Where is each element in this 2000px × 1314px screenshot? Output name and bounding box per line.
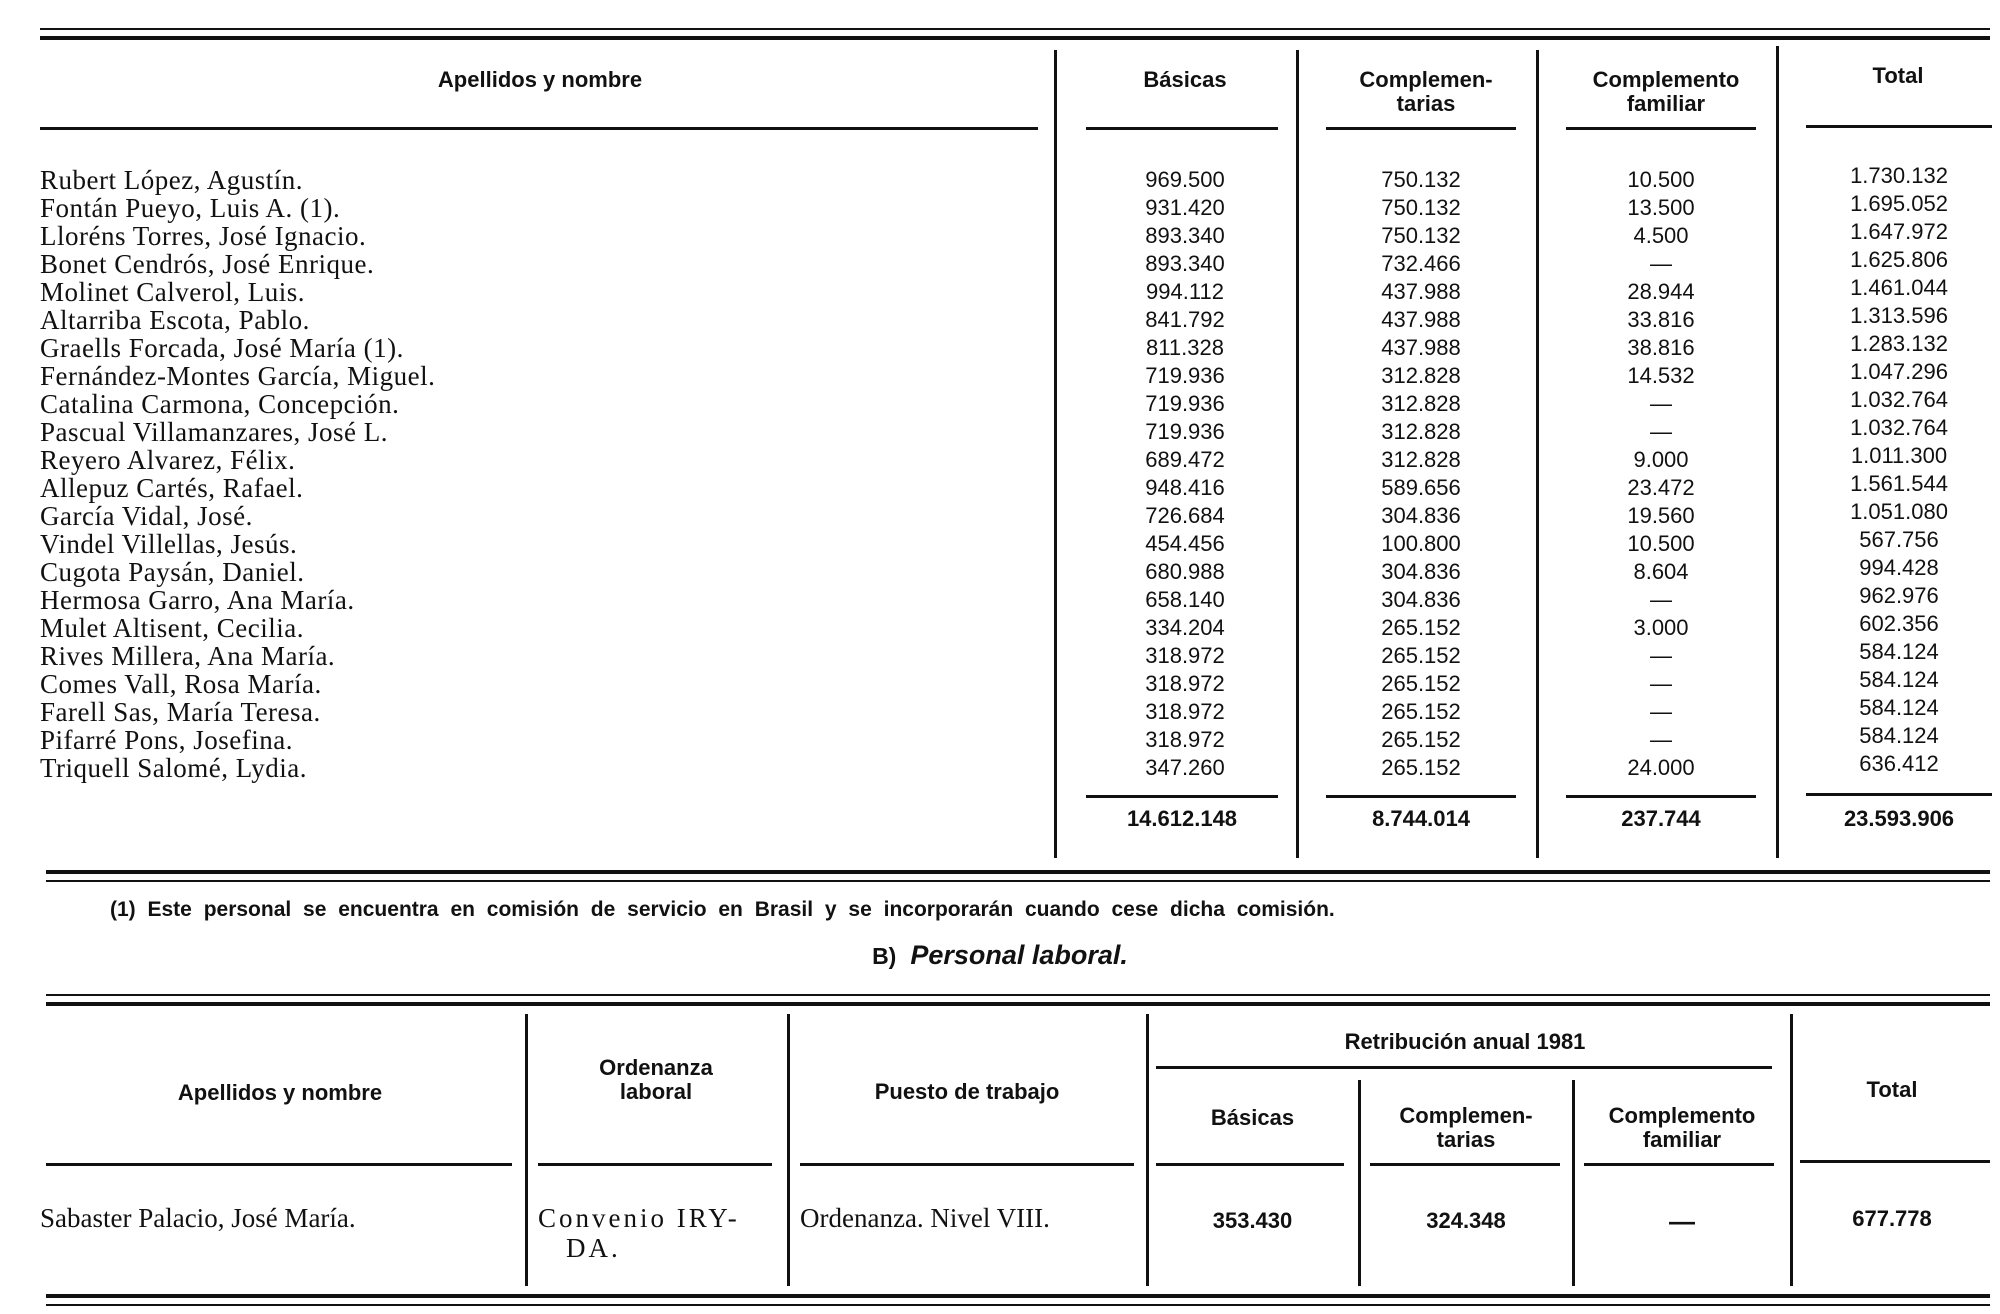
row-complementarias: 265.152 xyxy=(1381,727,1461,752)
t2-header-retribucion: Retribución anual 1981 xyxy=(1344,1029,1586,1054)
table2-divider xyxy=(525,1014,528,1286)
row-familiar: 38.816 xyxy=(1627,335,1695,360)
t2-header-complementarias-line1: Complemen- xyxy=(1399,1103,1533,1128)
row-familiar: — xyxy=(1650,699,1672,724)
header-complementarias-line1: Complemen- xyxy=(1359,67,1493,92)
t2-header-name: Apellidos y nombre xyxy=(177,1080,383,1105)
row-name: Rubert López, Agustín. xyxy=(40,165,303,195)
header-total: Total xyxy=(1872,63,1924,88)
row-familiar: — xyxy=(1650,643,1672,668)
row-total: 1.283.132 xyxy=(1850,331,1948,356)
row-basicas: 318.972 xyxy=(1145,671,1225,696)
t2-header-familiar-line2: familiar xyxy=(1642,1127,1722,1152)
table2-bottom-rule-thick xyxy=(46,1294,1990,1298)
row-complementarias: 437.988 xyxy=(1381,307,1461,332)
complementarias-column xyxy=(1326,166,1516,782)
row-basicas: 719.936 xyxy=(1145,391,1225,416)
row-complementarias: 265.152 xyxy=(1381,755,1461,780)
row-complementarias: 732.466 xyxy=(1381,251,1461,276)
t2-header-basicas: Básicas xyxy=(1210,1105,1295,1130)
t2-header-underline xyxy=(1584,1163,1774,1166)
row-total: 1.461.044 xyxy=(1850,275,1948,300)
t2-retribucion-underline xyxy=(1156,1066,1772,1069)
row-total: 567.756 xyxy=(1859,527,1939,552)
row-name: Farell Sas, María Teresa. xyxy=(40,697,321,727)
t2-header-underline xyxy=(1800,1160,1990,1163)
row-total: 1.647.972 xyxy=(1850,219,1948,244)
row-familiar: 19.560 xyxy=(1627,503,1695,528)
row-total: 584.124 xyxy=(1859,723,1939,748)
row-name: Graells Forcada, José María (1). xyxy=(40,333,404,363)
row-complementarias: 265.152 xyxy=(1381,699,1461,724)
row-name: Pascual Villamanzares, José L. xyxy=(40,417,389,447)
row-name: Bonet Cendrós, José Enrique. xyxy=(40,249,375,279)
row-name: Hermosa Garro, Ana María. xyxy=(40,585,355,615)
row-name: Altarriba Escota, Pablo. xyxy=(40,305,310,335)
row-basicas: 948.416 xyxy=(1145,475,1225,500)
row-basicas: 658.140 xyxy=(1145,587,1225,612)
row-total: 1.011.300 xyxy=(1850,443,1948,468)
t2-puesto: Ordenanza. Nivel VIII. xyxy=(800,1203,1050,1233)
row-name: Pifarré Pons, Josefina. xyxy=(40,725,293,755)
header-name: Apellidos y nombre xyxy=(437,67,643,92)
total-familiar: 237.744 xyxy=(1621,806,1701,831)
row-complementarias: 304.836 xyxy=(1381,559,1461,584)
section-title: Personal laboral. xyxy=(910,940,1128,970)
table1-divider xyxy=(1776,46,1779,858)
row-basicas: 994.112 xyxy=(1146,279,1224,304)
t2-header-complementarias-line2: tarias xyxy=(1436,1127,1496,1152)
row-familiar: — xyxy=(1650,391,1672,416)
row-familiar: 10.500 xyxy=(1627,167,1695,192)
row-total: 1.313.596 xyxy=(1850,303,1948,328)
row-familiar: 23.472 xyxy=(1627,475,1695,500)
familiar-column xyxy=(1566,166,1756,782)
header-familiar-line1: Complemento xyxy=(1592,67,1740,92)
row-basicas: 318.972 xyxy=(1145,699,1225,724)
footnote: (1) Este personal se encuentra en comisión de servicio en Brasil y se incorporarán cuando cese dicha comisión. xyxy=(110,898,1335,921)
row-name: Lloréns Torres, José Ignacio. xyxy=(40,221,367,251)
row-basicas: 318.972 xyxy=(1145,727,1225,752)
row-name: Allepuz Cartés, Rafael. xyxy=(40,473,304,503)
row-complementarias: 304.836 xyxy=(1381,503,1461,528)
t2-header-ordenanza xyxy=(528,1056,784,1104)
header-underline xyxy=(1326,127,1516,130)
header-familiar xyxy=(1566,68,1766,116)
table2-divider xyxy=(787,1014,790,1286)
row-total: 602.356 xyxy=(1859,611,1939,636)
t2-complementarias: 324.348 xyxy=(1426,1208,1506,1233)
row-basicas: 334.204 xyxy=(1145,615,1225,640)
row-familiar: 3.000 xyxy=(1633,615,1689,640)
row-complementarias: 589.656 xyxy=(1381,475,1461,500)
row-basicas: 689.472 xyxy=(1145,447,1225,472)
row-complementarias: 304.836 xyxy=(1381,587,1461,612)
header-underline xyxy=(1086,127,1278,130)
table2-top-rule-thick xyxy=(46,1002,1990,1006)
row-complementarias: 750.132 xyxy=(1381,167,1461,192)
row-name: Mulet Altisent, Cecilia. xyxy=(40,613,304,643)
t2-basicas: 353.430 xyxy=(1212,1208,1293,1233)
row-total: 994.428 xyxy=(1859,555,1939,580)
row-familiar: 24.000 xyxy=(1627,755,1695,780)
row-basicas: 893.340 xyxy=(1145,223,1225,248)
row-name: Fontán Pueyo, Luis A. (1). xyxy=(40,193,341,223)
table1-divider xyxy=(1296,50,1299,858)
sum-rule xyxy=(1566,795,1756,798)
total-column xyxy=(1806,162,1992,778)
section-letter: B) xyxy=(872,943,897,969)
total-basicas: 14.612.148 xyxy=(1126,806,1238,831)
row-total: 1.625.806 xyxy=(1850,247,1948,272)
t2-header-underline xyxy=(800,1163,1134,1166)
row-complementarias: 312.828 xyxy=(1381,447,1461,472)
row-familiar: 10.500 xyxy=(1627,531,1695,556)
t2-header-puesto: Puesto de trabajo xyxy=(874,1079,1060,1104)
row-familiar: 8.604 xyxy=(1633,559,1689,584)
row-complementarias: 750.132 xyxy=(1381,195,1461,220)
row-basicas: 726.684 xyxy=(1145,503,1225,528)
table2-divider xyxy=(1146,1014,1149,1286)
row-complementarias: 437.988 xyxy=(1381,279,1461,304)
t2-header-ordenanza-line2: laboral xyxy=(619,1079,693,1104)
t2-header-underline xyxy=(1370,1163,1560,1166)
total-total: 23.593.906 xyxy=(1843,806,1955,831)
t2-header-complementarias xyxy=(1362,1104,1570,1152)
header-complementarias-line2: tarias xyxy=(1396,91,1456,116)
row-total: 962.976 xyxy=(1859,583,1939,608)
sum-rule xyxy=(1086,795,1278,798)
table2-top-rule-thin xyxy=(46,994,1990,996)
row-basicas: 719.936 xyxy=(1145,363,1225,388)
t2-name: Sabaster Palacio, José María. xyxy=(40,1203,356,1233)
names-column xyxy=(40,166,435,782)
row-complementarias: 312.828 xyxy=(1381,363,1461,388)
t2-ordenanza-line2: DA. xyxy=(566,1233,621,1263)
row-name: Cugota Paysán, Daniel. xyxy=(40,557,305,587)
row-complementarias: 312.828 xyxy=(1381,419,1461,444)
row-total: 1.032.764 xyxy=(1850,387,1948,412)
row-basicas: 318.972 xyxy=(1145,643,1225,668)
row-basicas: 811.328 xyxy=(1146,335,1224,360)
header-underline xyxy=(40,127,1038,130)
row-basicas: 841.792 xyxy=(1145,307,1225,332)
header-complementarias xyxy=(1326,68,1526,116)
row-familiar: 9.000 xyxy=(1633,447,1689,472)
row-familiar: 33.816 xyxy=(1627,307,1695,332)
table2-divider xyxy=(1572,1080,1575,1286)
t2-header-ordenanza-line1: Ordenanza xyxy=(599,1055,713,1080)
table1-divider xyxy=(1054,50,1057,858)
row-name: Molinet Calverol, Luis. xyxy=(40,277,305,307)
t2-ordenanza-line1: Convenio IRY- xyxy=(538,1203,740,1233)
row-total: 1.051.080 xyxy=(1850,499,1948,524)
row-complementarias: 265.152 xyxy=(1381,615,1461,640)
row-name: Triquell Salomé, Lydia. xyxy=(40,753,307,783)
row-basicas: 969.500 xyxy=(1145,167,1225,192)
row-familiar: — xyxy=(1650,727,1672,752)
row-basicas: 931.420 xyxy=(1145,195,1225,220)
row-basicas: 719.936 xyxy=(1145,419,1225,444)
row-complementarias: 312.828 xyxy=(1381,391,1461,416)
row-name: Fernández-Montes García, Miguel. xyxy=(40,361,436,391)
row-complementarias: 100.800 xyxy=(1381,531,1461,556)
row-total: 584.124 xyxy=(1859,639,1939,664)
row-total: 1.730.132 xyxy=(1850,163,1948,188)
row-total: 584.124 xyxy=(1859,695,1939,720)
t2-header-total: Total xyxy=(1866,1077,1918,1102)
header-basicas: Básicas xyxy=(1143,67,1227,92)
t2-header-familiar-line1: Complemento xyxy=(1608,1103,1756,1128)
row-total: 1.561.544 xyxy=(1850,471,1948,496)
row-total: 636.412 xyxy=(1859,751,1939,776)
table2-divider xyxy=(1790,1014,1793,1286)
total-complementarias: 8.744.014 xyxy=(1372,806,1470,831)
t2-familiar: — xyxy=(1669,1206,1695,1236)
section-b-heading xyxy=(0,940,2000,971)
t2-header-familiar xyxy=(1576,1104,1788,1152)
row-familiar: 13.500 xyxy=(1627,195,1695,220)
row-name: Rives Millera, Ana María. xyxy=(40,641,336,671)
header-underline xyxy=(1566,127,1756,130)
row-basicas: 893.340 xyxy=(1145,251,1225,276)
row-total: 1.047.296 xyxy=(1850,359,1948,384)
row-total: 1.032.764 xyxy=(1850,415,1948,440)
table2-bottom-rule-thin xyxy=(46,1304,1990,1306)
table1-bottom-rule-thick xyxy=(46,870,1990,874)
row-name: Catalina Carmona, Concepción. xyxy=(40,389,400,419)
row-familiar: — xyxy=(1650,419,1672,444)
t2-header-underline xyxy=(46,1163,512,1166)
row-name: Reyero Alvarez, Félix. xyxy=(40,445,296,475)
row-familiar: — xyxy=(1650,587,1672,612)
table1-bottom-rule-thin xyxy=(46,880,1990,882)
row-familiar: 4.500 xyxy=(1633,223,1689,248)
row-familiar: 28.944 xyxy=(1627,279,1695,304)
row-familiar: 14.532 xyxy=(1627,363,1695,388)
row-name: Vindel Villellas, Jesús. xyxy=(40,529,298,559)
row-basicas: 680.988 xyxy=(1145,559,1225,584)
row-familiar: — xyxy=(1650,251,1672,276)
t2-ordenanza xyxy=(538,1203,740,1263)
sum-rule xyxy=(1326,795,1516,798)
table2-divider xyxy=(1358,1080,1361,1286)
sum-rule xyxy=(1806,793,1992,796)
row-name: García Vidal, José. xyxy=(40,501,253,531)
row-complementarias: 750.132 xyxy=(1381,223,1461,248)
basicas-column xyxy=(1090,166,1280,782)
row-name: Comes Vall, Rosa María. xyxy=(40,669,322,699)
t2-total: 677.778 xyxy=(1852,1206,1932,1231)
row-complementarias: 437.988 xyxy=(1381,335,1461,360)
top-rule-thin xyxy=(40,28,1990,30)
t2-header-underline xyxy=(1156,1163,1344,1166)
row-familiar: — xyxy=(1650,671,1672,696)
row-complementarias: 265.152 xyxy=(1381,643,1461,668)
row-basicas: 454.456 xyxy=(1145,531,1225,556)
table1-divider xyxy=(1536,50,1539,858)
row-basicas: 347.260 xyxy=(1145,755,1225,780)
row-complementarias: 265.152 xyxy=(1381,671,1461,696)
t2-header-underline xyxy=(538,1163,772,1166)
header-familiar-line2: familiar xyxy=(1626,91,1706,116)
row-total: 1.695.052 xyxy=(1850,191,1948,216)
header-underline xyxy=(1806,125,1992,128)
top-rule-thick xyxy=(40,36,1990,40)
row-total: 584.124 xyxy=(1859,667,1939,692)
